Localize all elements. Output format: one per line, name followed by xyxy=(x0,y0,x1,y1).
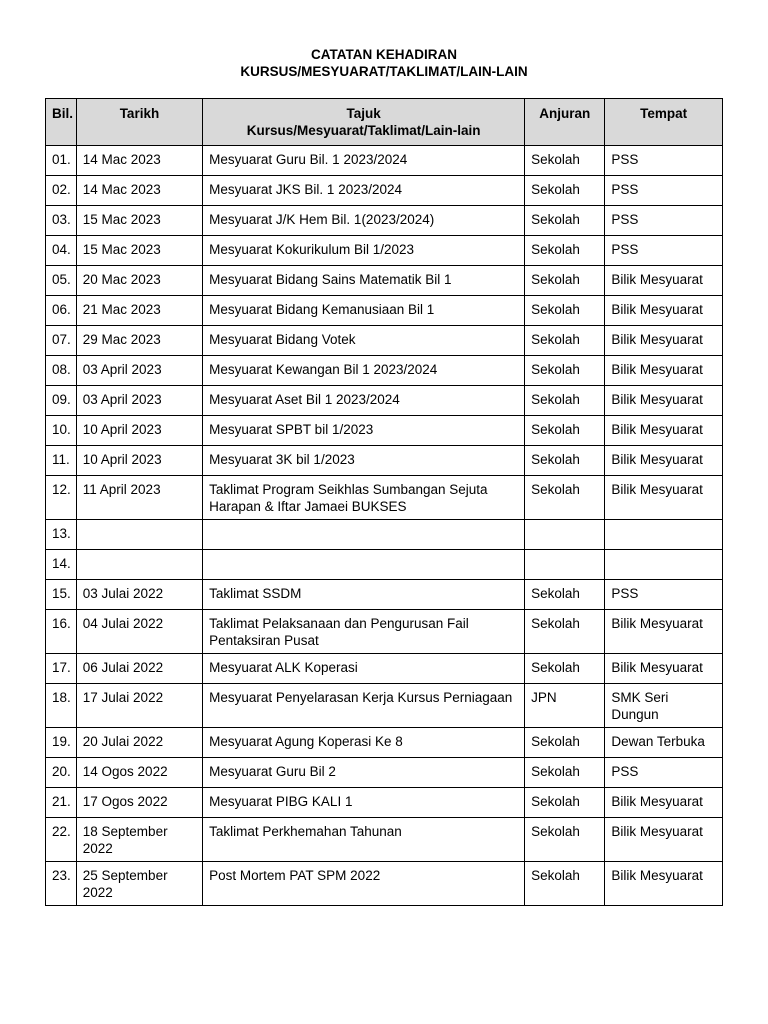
cell-tempat xyxy=(605,520,723,550)
header-tajuk-line-1: Tajuk xyxy=(346,106,381,121)
cell-bil: 11. xyxy=(46,446,77,476)
cell-anjuran: Sekolah xyxy=(525,818,605,862)
header-tajuk-line-2: Kursus/Mesyuarat/Taklimat/Lain-lain xyxy=(246,123,481,138)
cell-tempat: Bilik Mesyuarat xyxy=(605,788,723,818)
cell-tempat: PSS xyxy=(605,206,723,236)
cell-tarikh: 25 September 2022 xyxy=(76,862,202,906)
cell-tajuk: Mesyuarat Guru Bil. 1 2023/2024 xyxy=(203,146,525,176)
cell-tempat: PSS xyxy=(605,758,723,788)
cell-tarikh: 20 Julai 2022 xyxy=(76,728,202,758)
cell-bil: 10. xyxy=(46,416,77,446)
cell-tajuk: Taklimat SSDM xyxy=(203,580,525,610)
cell-tempat: PSS xyxy=(605,236,723,266)
cell-tempat xyxy=(605,550,723,580)
table-row xyxy=(46,416,723,446)
cell-anjuran xyxy=(525,550,605,580)
cell-bil: 01. xyxy=(46,146,77,176)
cell-tempat: Bilik Mesyuarat xyxy=(605,654,723,684)
table-row xyxy=(46,654,723,684)
cell-anjuran: Sekolah xyxy=(525,386,605,416)
cell-tempat: Dewan Terbuka xyxy=(605,728,723,758)
cell-anjuran: Sekolah xyxy=(525,206,605,236)
cell-bil: 23. xyxy=(46,862,77,906)
table-row xyxy=(46,580,723,610)
cell-tempat: Bilik Mesyuarat xyxy=(605,446,723,476)
cell-bil: 03. xyxy=(46,206,77,236)
cell-tempat: Bilik Mesyuarat xyxy=(605,326,723,356)
cell-tarikh: 03 April 2023 xyxy=(76,386,202,416)
header-tajuk xyxy=(203,99,525,146)
cell-anjuran: Sekolah xyxy=(525,862,605,906)
cell-tarikh: 10 April 2023 xyxy=(76,416,202,446)
table-row xyxy=(46,788,723,818)
cell-tarikh: 14 Mac 2023 xyxy=(76,146,202,176)
cell-tempat: PSS xyxy=(605,176,723,206)
cell-tajuk: Mesyuarat Bidang Votek xyxy=(203,326,525,356)
cell-tajuk: Post Mortem PAT SPM 2022 xyxy=(203,862,525,906)
cell-tempat: SMK Seri Dungun xyxy=(605,684,723,728)
cell-anjuran: Sekolah xyxy=(525,610,605,654)
header-row xyxy=(46,99,723,146)
cell-tajuk: Taklimat Perkhemahan Tahunan xyxy=(203,818,525,862)
cell-bil: 20. xyxy=(46,758,77,788)
cell-tarikh: 17 Julai 2022 xyxy=(76,684,202,728)
table-row xyxy=(46,684,723,728)
cell-tajuk: Mesyuarat Penyelarasan Kerja Kursus Perniagaan xyxy=(203,684,525,728)
cell-tajuk: Mesyuarat Aset Bil 1 2023/2024 xyxy=(203,386,525,416)
cell-tempat: Bilik Mesyuarat xyxy=(605,386,723,416)
header-tarikh: Tarikh xyxy=(76,99,202,146)
cell-tempat: Bilik Mesyuarat xyxy=(605,476,723,520)
cell-tajuk: Mesyuarat ALK Koperasi xyxy=(203,654,525,684)
cell-tarikh: 15 Mac 2023 xyxy=(76,206,202,236)
cell-tarikh: 03 Julai 2022 xyxy=(76,580,202,610)
cell-anjuran: Sekolah xyxy=(525,728,605,758)
cell-anjuran: Sekolah xyxy=(525,176,605,206)
cell-tarikh: 20 Mac 2023 xyxy=(76,266,202,296)
cell-bil: 22. xyxy=(46,818,77,862)
cell-tajuk: Mesyuarat Agung Koperasi Ke 8 xyxy=(203,728,525,758)
cell-tarikh: 11 April 2023 xyxy=(76,476,202,520)
cell-tajuk: Taklimat Pelaksanaan dan Pengurusan Fail Pentaksiran Pusat xyxy=(203,610,525,654)
cell-bil: 14. xyxy=(46,550,77,580)
cell-tarikh: 10 April 2023 xyxy=(76,446,202,476)
cell-tempat: Bilik Mesyuarat xyxy=(605,862,723,906)
cell-bil: 06. xyxy=(46,296,77,326)
table-row xyxy=(46,862,723,906)
cell-tempat: Bilik Mesyuarat xyxy=(605,416,723,446)
table-row xyxy=(46,356,723,386)
cell-anjuran: Sekolah xyxy=(525,446,605,476)
cell-tarikh: 17 Ogos 2022 xyxy=(76,788,202,818)
cell-bil: 04. xyxy=(46,236,77,266)
cell-bil: 16. xyxy=(46,610,77,654)
cell-tarikh: 03 April 2023 xyxy=(76,356,202,386)
table-row xyxy=(46,326,723,356)
cell-anjuran: Sekolah xyxy=(525,266,605,296)
cell-bil: 21. xyxy=(46,788,77,818)
cell-tempat: Bilik Mesyuarat xyxy=(605,818,723,862)
table-header xyxy=(46,99,723,146)
attendance-table xyxy=(45,98,723,906)
cell-tajuk: Mesyuarat SPBT bil 1/2023 xyxy=(203,416,525,446)
cell-anjuran: JPN xyxy=(525,684,605,728)
cell-anjuran: Sekolah xyxy=(525,236,605,266)
cell-tajuk: Mesyuarat Kewangan Bil 1 2023/2024 xyxy=(203,356,525,386)
cell-bil: 19. xyxy=(46,728,77,758)
table-row xyxy=(46,610,723,654)
cell-tarikh: 18 September 2022 xyxy=(76,818,202,862)
table-row xyxy=(46,476,723,520)
cell-anjuran: Sekolah xyxy=(525,296,605,326)
table-row xyxy=(46,818,723,862)
cell-tajuk: Taklimat Program Seikhlas Sumbangan Sejuta Harapan & Iftar Jamaei BUKSES xyxy=(203,476,525,520)
table-row xyxy=(46,296,723,326)
cell-bil: 07. xyxy=(46,326,77,356)
cell-tarikh xyxy=(76,550,202,580)
cell-anjuran xyxy=(525,520,605,550)
cell-tarikh: 06 Julai 2022 xyxy=(76,654,202,684)
cell-tarikh: 04 Julai 2022 xyxy=(76,610,202,654)
table-row xyxy=(46,386,723,416)
cell-tarikh: 14 Mac 2023 xyxy=(76,176,202,206)
cell-tajuk: Mesyuarat JKS Bil. 1 2023/2024 xyxy=(203,176,525,206)
cell-bil: 13. xyxy=(46,520,77,550)
cell-tajuk xyxy=(203,550,525,580)
cell-anjuran: Sekolah xyxy=(525,416,605,446)
header-anjuran: Anjuran xyxy=(525,99,605,146)
header-bil: Bil. xyxy=(46,99,77,146)
cell-tajuk: Mesyuarat J/K Hem Bil. 1(2023/2024) xyxy=(203,206,525,236)
cell-tajuk: Mesyuarat PIBG KALI 1 xyxy=(203,788,525,818)
table-row xyxy=(46,146,723,176)
cell-anjuran: Sekolah xyxy=(525,788,605,818)
document-title xyxy=(0,46,768,80)
table-row xyxy=(46,176,723,206)
cell-bil: 18. xyxy=(46,684,77,728)
cell-anjuran: Sekolah xyxy=(525,326,605,356)
cell-bil: 09. xyxy=(46,386,77,416)
table-row xyxy=(46,206,723,236)
cell-tarikh: 14 Ogos 2022 xyxy=(76,758,202,788)
cell-tajuk: Mesyuarat Bidang Sains Matematik Bil 1 xyxy=(203,266,525,296)
cell-tajuk: Mesyuarat Guru Bil 2 xyxy=(203,758,525,788)
table-row xyxy=(46,446,723,476)
table-row xyxy=(46,728,723,758)
cell-tempat: Bilik Mesyuarat xyxy=(605,356,723,386)
cell-tempat: Bilik Mesyuarat xyxy=(605,266,723,296)
header-tempat: Tempat xyxy=(605,99,723,146)
table-row xyxy=(46,520,723,550)
table-row xyxy=(46,550,723,580)
cell-tajuk xyxy=(203,520,525,550)
cell-tarikh: 29 Mac 2023 xyxy=(76,326,202,356)
table-row xyxy=(46,266,723,296)
cell-tajuk: Mesyuarat Bidang Kemanusiaan Bil 1 xyxy=(203,296,525,326)
cell-tempat: Bilik Mesyuarat xyxy=(605,296,723,326)
cell-bil: 15. xyxy=(46,580,77,610)
cell-anjuran: Sekolah xyxy=(525,654,605,684)
cell-anjuran: Sekolah xyxy=(525,476,605,520)
cell-anjuran: Sekolah xyxy=(525,758,605,788)
cell-bil: 05. xyxy=(46,266,77,296)
title-line-2: KURSUS/MESYUARAT/TAKLIMAT/LAIN-LAIN xyxy=(240,64,528,79)
cell-bil: 17. xyxy=(46,654,77,684)
cell-tempat: PSS xyxy=(605,580,723,610)
table-row xyxy=(46,236,723,266)
cell-tempat: PSS xyxy=(605,146,723,176)
cell-anjuran: Sekolah xyxy=(525,580,605,610)
cell-anjuran: Sekolah xyxy=(525,356,605,386)
cell-bil: 02. xyxy=(46,176,77,206)
cell-tajuk: Mesyuarat Kokurikulum Bil 1/2023 xyxy=(203,236,525,266)
table-row xyxy=(46,758,723,788)
cell-bil: 08. xyxy=(46,356,77,386)
cell-tajuk: Mesyuarat 3K bil 1/2023 xyxy=(203,446,525,476)
cell-tarikh xyxy=(76,520,202,550)
title-line-1: CATATAN KEHADIRAN xyxy=(311,47,457,62)
cell-bil: 12. xyxy=(46,476,77,520)
cell-tempat: Bilik Mesyuarat xyxy=(605,610,723,654)
cell-tarikh: 21 Mac 2023 xyxy=(76,296,202,326)
cell-anjuran: Sekolah xyxy=(525,146,605,176)
cell-tarikh: 15 Mac 2023 xyxy=(76,236,202,266)
table-body xyxy=(46,146,723,906)
